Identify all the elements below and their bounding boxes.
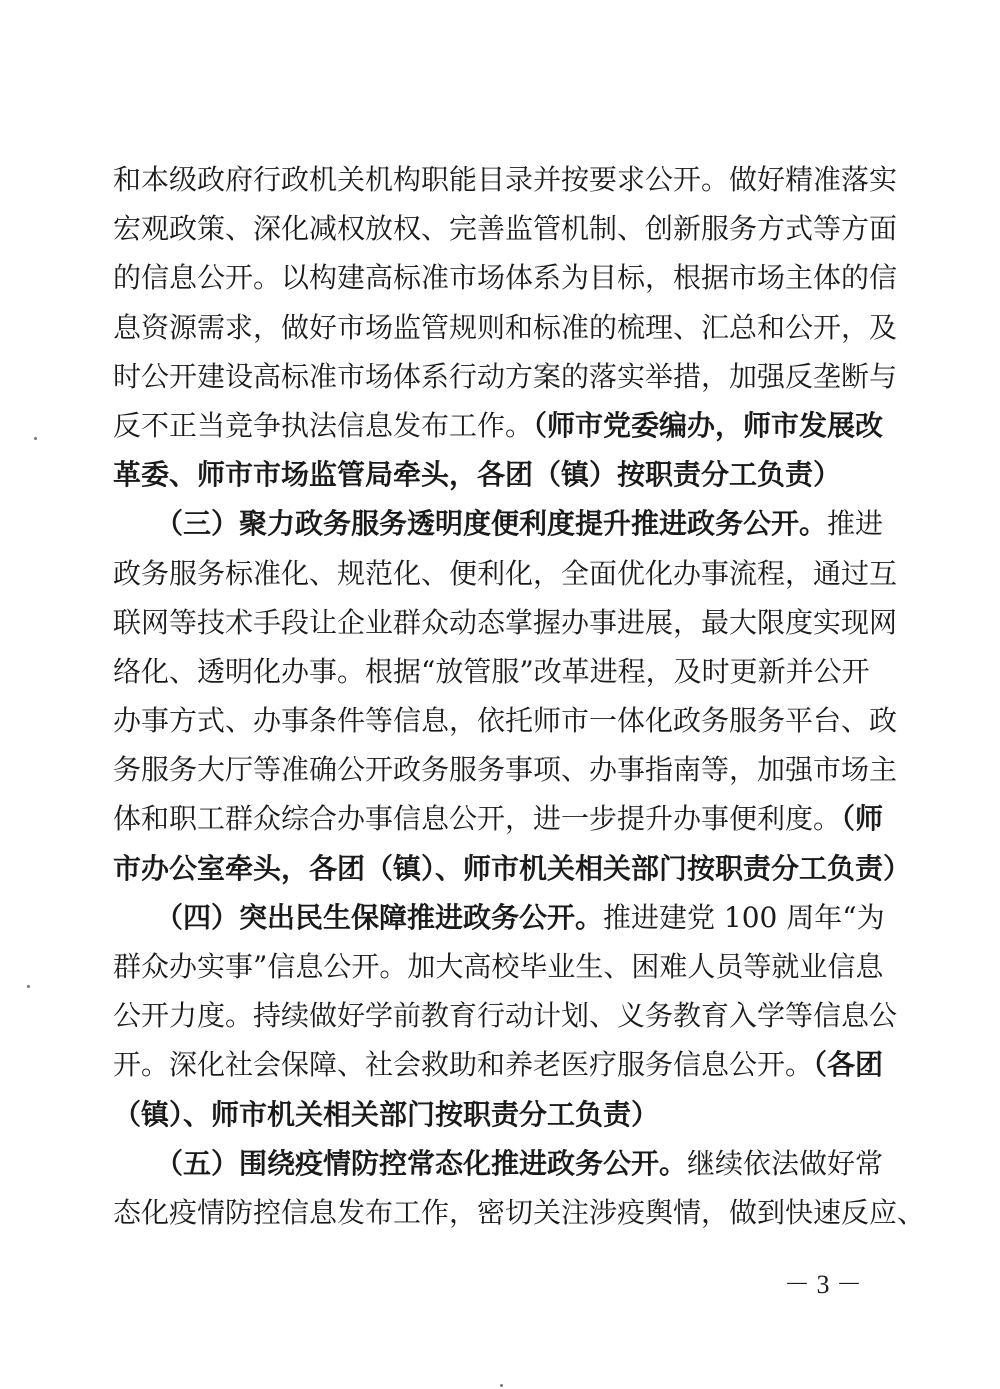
text-line <box>113 204 898 253</box>
text-segment: 反不正当竞争执法信息发布工作。 <box>113 408 534 442</box>
text-line <box>113 155 898 204</box>
text-line <box>113 549 898 598</box>
text-line <box>113 745 898 794</box>
text-segment: 政务服务标准化、规范化、便利化，全面优化办事流程，通过互 <box>113 556 898 590</box>
bold-text-segment: （各团 <box>813 1048 884 1082</box>
text-line <box>113 991 898 1040</box>
text-line <box>113 253 898 302</box>
scan-speck <box>500 1384 503 1387</box>
body-text <box>113 155 926 1237</box>
text-segment: 的信息公开。以构建高标准市场体系为目标，根据市场主体的信 <box>113 261 898 295</box>
text-line <box>113 1040 884 1089</box>
bold-text-segment: （师 <box>841 802 884 836</box>
bold-text-segment: （四）突出民生保障推进政务公开。 <box>113 900 604 934</box>
text-segment: 务服务大厅等准确公开政务服务事项、办事指南等，加强市场主 <box>113 753 898 787</box>
text-line <box>113 352 898 401</box>
text-segment: 时公开建设高标准市场体系行动方案的落实举措，加强反垄断与 <box>113 359 898 393</box>
page-number: － 3 － <box>783 1270 862 1299</box>
bold-text-segment: （五）围绕疫情防控常态化推进政务公开。 <box>113 1146 688 1180</box>
scan-speck <box>27 985 30 988</box>
text-line <box>113 1139 884 1188</box>
text-segment: 开。深化社会保障、社会救助和养老医疗服务信息公开。 <box>113 1048 814 1082</box>
text-segment: 办事方式、办事条件等信息，依托师市一体化政务服务平台、政 <box>113 704 898 738</box>
text-line <box>113 303 898 352</box>
text-segment: 群众办实事”信息公开。加大高校毕业生、困难人员等就业信息 <box>113 950 884 983</box>
text-segment: 体和职工群众综合办事信息公开，进一步提升办事便利度。 <box>113 802 842 836</box>
text-segment: 息资源需求，做好市场监管规则和标准的梳理、汇总和公开，及 <box>113 310 898 344</box>
text-line <box>113 844 912 893</box>
scan-speck <box>34 437 37 440</box>
text-line <box>113 450 863 499</box>
text-line <box>113 647 870 696</box>
text-segment: 宏观政策、深化减权放权、完善监管机制、创新服务方式等方面 <box>113 212 898 246</box>
bold-text-segment: （三）聚力政务服务透明度便利度提升推进政务公开。 <box>113 507 828 541</box>
text-segment: 公开力度。持续做好学前教育行动计划、义务教育入学等信息公 <box>113 999 898 1033</box>
text-segment: 态化疫情防控信息发布工作，密切关注涉疫舆情，做到快速反应、 <box>113 1195 926 1229</box>
text-line <box>113 794 884 843</box>
bold-text-segment: 革委、师市市场监管局牵头，各团（镇）按职责分工负责） <box>113 458 842 492</box>
text-segment: 络化、透明化办事。根据“放管服”改革进程，及时更新并公开 <box>113 654 870 688</box>
text-line <box>113 893 885 942</box>
text-line <box>113 696 898 745</box>
text-line <box>113 401 884 450</box>
bold-text-segment: （师市党委编办，师市发展改 <box>533 408 884 442</box>
text-segment: 推进 <box>827 507 884 541</box>
text-line <box>113 942 884 991</box>
bold-text-segment: （镇）、师市机关相关部门按职责分工负责） <box>113 1097 660 1131</box>
text-line <box>113 499 884 548</box>
text-line <box>113 598 898 647</box>
text-line <box>113 1090 863 1139</box>
text-segment: 和本级政府行政机关机构职能目录并按要求公开。做好精准落实 <box>113 163 898 196</box>
bold-text-segment: 市办公室牵头，各团（镇）、师市机关相关部门按职责分工负责） <box>113 851 912 885</box>
text-line <box>113 1188 926 1237</box>
text-segment: 推进建党 100 周年“为 <box>603 900 885 934</box>
text-segment: 联网等技术手段让企业群众动态掌握办事进展，最大限度实现网 <box>113 605 898 639</box>
text-segment: 继续依法做好常 <box>687 1146 884 1180</box>
